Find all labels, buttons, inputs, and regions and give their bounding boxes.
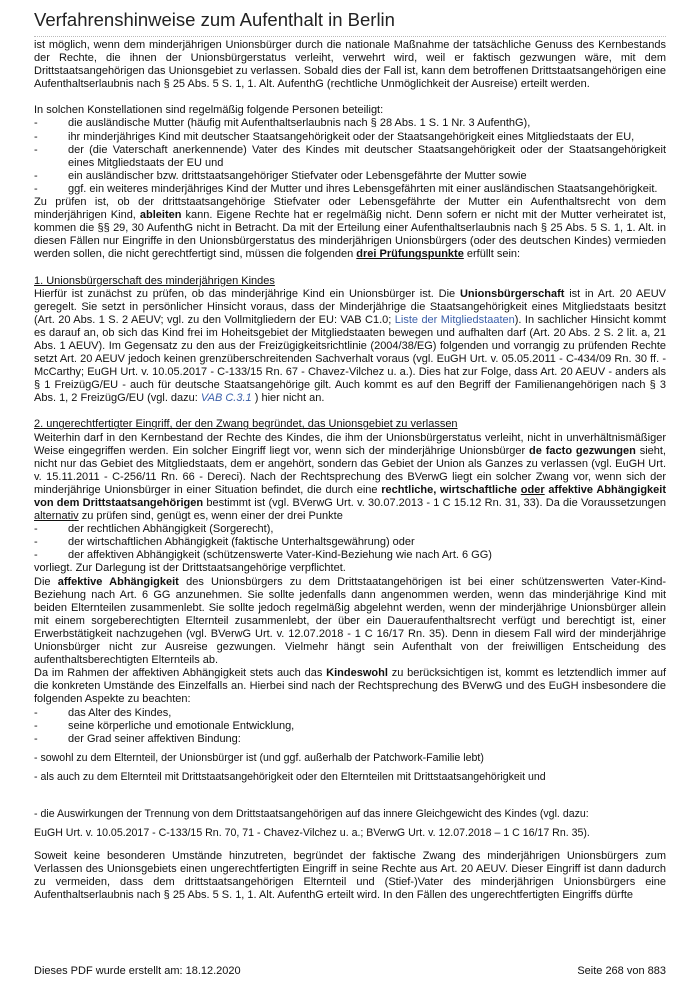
child-welfare-paragraph: Da im Rahmen der affektiven Abhängigkeit stets auch das Kindeswohl zu berücksichtigen ist, kommt es letztendlich immer auf die konkreten Umstände des Einzelfalls an. Hierbei sind nach der Rechtsprechung des BVerwG und des EuGH insbesondere die folgenden Aspekte zu beachten: [34,667,667,706]
list-item: - der affektiven Abhängigkeit (schützenswerte Vater-Kind-Beziehung wie nach Art. 6 GG) [34,549,492,562]
list-item: - der wirtschaftlichen Abhängigkeit (faktische Unterhaltsgewährung) oder [34,536,415,549]
affective-dependency-paragraph: Die affektive Abhängigkeit des Unionsbürgers zu dem Drittstaatangehörigen ist bei einer schützenswerten Vater-Kind-Beziehung nach Art. 6 GG anzunehmen. Sie sollte jedenfalls dann angenommen werden, wenn das minderjährige Kind mit beiden Elternteilen zusammenlebt. Sie sollte jedoch regelmäßig abgelehnt werden, wenn der minderjährige Unionsbürger allein mit einem sorgeberechtigten Elternteil zusammenlebt, der über ein Daueraufenthaltsrecht verfügt und berechtigt ist, einer Erwerbstätigkeit nachzugehen (vgl. BVerwG Urt. v. 12.07.2018 - 1 C 16/17 Rn. 35). Denn in diesem Fall wird der minderjährige Unionsbürger nicht zur Ausreise gezwungen. Vielmehr hängt sein Aufenthalt von der freiwilligen Entscheidung des aufenthaltsberechtigten Elternteils ab. [34,575,667,667]
persons-intro: In solchen Konstellationen sind regelmäßig folgende Personen beteiligt: [34,104,384,117]
document-body [34,39,666,902]
footer-created-date: Dieses PDF wurde erstellt am: 18.12.2020 [34,965,241,977]
section-2-heading: 2. ungerechtfertigter Eingriff, der den Zwang begründet, das Unionsgebiet zu verlassen [34,418,458,431]
obligation-text: vorliegt. Zur Darlegung ist der Drittstaatsangehörige verpflichtet. [34,562,346,575]
list-item: - der (die Vaterschaft anerkennende) Vater des Kindes mit deutscher Staatsangehörigkeit oder der Staatsangehörigkeit eines Mitgliedstaats der EU und [34,143,666,169]
list-item: - der Grad seiner affektiven Bindung: [34,732,241,745]
list-item: - ggf. ein weiteres minderjähriges Kind der Mutter und ihres Lebensgefährten mit einer ausländischen Staatsangehörigkeit. [34,182,658,195]
page-title: Verfahrenshinweise zum Aufenthalt in Berlin [34,9,395,30]
sub-item: - als auch zu dem Elternteil mit Drittstaatsangehörigkeit oder den Elternteilen mit Drittstaatsangehörigkeit und [34,770,546,783]
list-item: - ein ausländischer bzw. drittstaatsangehöriger Stiefvater oder Lebensgefährte der Mutter sowie [34,169,527,182]
sub-item-continuation: EuGH Urt. v. 10.05.2017 - C-133/15 Rn. 70, 71 - Chavez-Vilchez u. a.; BVerwG Urt. v. 12.07.2018 – 1 C 16/17 Rn. 35). [34,826,590,839]
list-item: - ihr minderjähriges Kind mit deutscher Staatsangehörigkeit oder der Staatsangehörigkeit eines Mitgliedstaats der EU, [34,130,635,143]
vab-c31-link[interactable]: VAB C.3.1 [200,392,252,405]
section-2-text: Weiterhin darf in den Kernbestand der Rechte des Kindes, die ihm der Unionsbürgerstatus verleiht, nicht in unverhältnismäßiger Weise eingegriffen werden. Ein solcher Eingriff liegt vor, wenn sich der minderjährige Unionsbürger de facto gezwungen sieht, nicht nur das Gebiet des Mitgliedstaats, dem er angehört, sondern das Gebiet der Union als Ganzes zu verlassen (vgl. EuGH Urt. v. 15.11.2011 - C-256/11 Rn. 66 - Dereci). Nach der Rechtsprechung des BVerwG liegt ein solcher Zwang vor, wenn sich der minderjährige Unionsbürger in einer Situation befindet, die durch eine rechtliche, wirtschaftliche oder affektive Abhängigkeit von dem Drittstaatsangehörigen bestimmt ist (vgl. BVerwG Urt. v. 30.07.2013 - 1 C 15.12 Rn. 31, 33). Da die Voraussetzungen alternativ zu prüfen sind, genügt es, wenn einer der drei Punkte [34,431,666,523]
footer-page-number: Seite 268 von 883 [577,965,666,977]
conclusion-paragraph: Soweit keine besonderen Umstände hinzutreten, begründet der faktische Zwang des minderjährigen Unionsbürgers zum Verlassen des Unionsgebiets einen ungerechtfertigten Eingriff in seine Rechte aus Art. 20 AEUV. Dieser Eingriff ist dann dadurch zu vermeiden, dass dem drittstaatsangehörigen Elternteil und (Stief-)Vater des minderjährigen Unionsbürgers eine Aufenthaltserlaubnis nach § 25 Abs. 5 S. 1, 1. Alt. AufenthG erteilt wird. In den Fällen des ungerechtfertigten Eingriffs dürfte [34,849,666,902]
examination-paragraph: Zu prüfen ist, ob der drittstaatsangehörige Stiefvater oder Lebensgefährte der Mutter ein Aufenthaltsrecht von dem minderjährigen Kind, ableiten kann. Eigene Rechte hat er regelmäßig nicht. Denn sofern er nicht mit der Mutter verheiratet ist, kommen die §§ 29, 30 AufenthG nicht in Betracht. Da mit der Erteilung einer Aufenthaltserlaubnis nach § 25 Abs. 5 S. 1, 1. Alt. in diesen Fällen nur Eingriffe in den Unionsbürgerstatus des minderjährigen Unionsbürgers (oder des deutschen Kindes) vermieden werden sollen, die nicht gerechtfertigt sind, müssen die folgenden drei Prüfungspunkte erfüllt sein: [34,196,666,261]
list-item: - das Alter des Kindes, [34,706,172,719]
list-item: - seine körperliche und emotionale Entwicklung, [34,719,295,732]
list-item: - die ausländische Mutter (häufig mit Aufenthaltserlaubnis nach § 28 Abs. 1 S. 1 Nr. 3 AufenthG), [34,117,531,130]
member-states-link[interactable]: Liste der Mitgliedstaaten [394,313,515,326]
title-divider [34,36,666,37]
intro-paragraph: ist möglich, wenn dem minderjährigen Unionsbürger durch die nationale Maßnahme der tatsächliche Genuss des Kernbestands der Rechte, die ihnen der Unionsbürgerstatus verleiht, verwehrt wird, weil er faktisch gezwungen wäre, mit dem Drittstaatsangehörigen das Unionsgebiet zu verlassen. Sobald dies der Fall ist, kann dem betroffenen Drittstaatsangehörigen eine Aufenthaltserlaubnis nach § 25 Abs. 5 S. 1, 1. Alt. AufenthG (rechtliche Unmöglichkeit der Ausreise) erteilt werden. [34,39,666,91]
sub-item: - die Auswirkungen der Trennung von dem Drittstaatsangehörigen auf das innere Gleichgewicht des Kindes (vgl. dazu: [34,807,589,820]
sub-item: - sowohl zu dem Elternteil, der Unionsbürger ist (und ggf. außerhalb der Patchwork-Familie lebt) [34,751,484,764]
document-page [34,0,666,990]
section-1-heading: 1. Unionsbürgerschaft des minderjährigen Kindes [34,274,275,287]
section-1-text: Hierfür ist zunächst zu prüfen, ob das minderjährige Kind ein Unionsbürger ist. Die Unionsbürgerschaft ist in Art. 20 AEUV geregelt. Sie setzt in persönlicher Hinsicht voraus, dass der Minderjährige die Staatsangehörigkeit eines Mitgliedstaats besitzt (Art. 20 Abs. 1 S. 2 AEUV; vgl. zu den Vollmitgliedern der EU: VAB C1.0; Liste der Mitgliedstaaten). In sachlicher Hinsicht kommt es darauf an, ob sich das Kind frei im Hoheitsgebiet der Mitgliedstaaten bewegen und aufhalten darf (Art. 20 Abs. 2 S. 2 lit. a, 21 Abs. 1 AEUV). Im Gegensatz zu den aus der Freizügigkeitsrichtlinie (2004/38/EG) folgenden und vorrangig zu prüfenden Rechte setzt Art. 20 AEUV jedoch keinen grenzüberschreitenden Sachverhalt voraus (vgl. EuGH Urt. v. 05.05.2011 - C-434/09 Rn. 30 ff. - McCarthy; EuGH Urt. v. 10.05.2017 - C-133/15 Rn. 67 - Chavez-Vilchez u. a.). Dies hat zur Folge, dass Art. 20 AEUV - anders als § 1 FreizügG/EU - auch für deutsche Staatsangehörige gilt. Auch kommt es auf den Begriff der Familienangehörigen nach § 3 Abs. 1, 2 FreizügG/EU (vgl. dazu: VAB C.3.1 ) hier nicht an. [34,287,667,405]
list-item: - der rechtlichen Abhängigkeit (Sorgerecht), [34,523,274,536]
